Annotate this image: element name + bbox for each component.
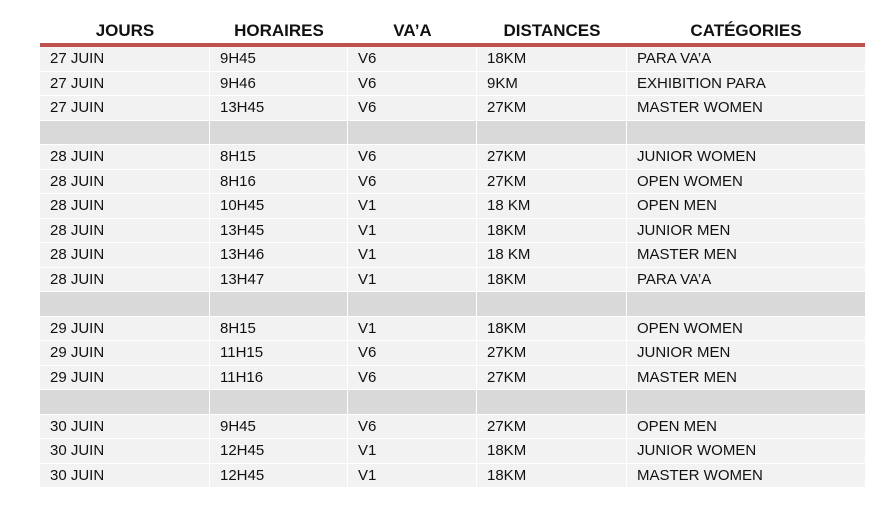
day-cell: [40, 292, 210, 317]
boat-cell: V1: [348, 317, 477, 342]
day-cell: 28 JUIN: [40, 268, 210, 293]
table-row: [40, 464, 865, 489]
category-cell: PARA VA’A: [627, 268, 865, 293]
day-cell: 29 JUIN: [40, 317, 210, 342]
table-row: [40, 268, 865, 293]
boat-cell: [348, 292, 477, 317]
time-cell: 10H45: [210, 194, 348, 219]
boat-cell: V1: [348, 464, 477, 489]
boat-cell: V1: [348, 219, 477, 244]
category-cell: JUNIOR WOMEN: [627, 145, 865, 170]
day-cell: 30 JUIN: [40, 439, 210, 464]
table-row: [40, 366, 865, 391]
category-cell: PARA VA’A: [627, 47, 865, 72]
category-cell: JUNIOR MEN: [627, 219, 865, 244]
distance-cell: 27KM: [477, 96, 627, 121]
distance-cell: 18 KM: [477, 194, 627, 219]
distance-cell: 18KM: [477, 317, 627, 342]
day-cell: [40, 390, 210, 415]
schedule-body: [40, 47, 865, 488]
distance-cell: 18 KM: [477, 243, 627, 268]
day-cell: 27 JUIN: [40, 72, 210, 97]
category-cell: OPEN MEN: [627, 194, 865, 219]
table-row: [40, 72, 865, 97]
separator-row: [40, 121, 865, 146]
schedule-table: [40, 18, 865, 488]
distance-cell: [477, 121, 627, 146]
time-cell: 9H45: [210, 415, 348, 440]
table-row: [40, 243, 865, 268]
boat-cell: V6: [348, 47, 477, 72]
time-cell: 12H45: [210, 439, 348, 464]
distance-cell: 18KM: [477, 268, 627, 293]
distance-cell: 18KM: [477, 464, 627, 489]
boat-cell: V6: [348, 145, 477, 170]
time-cell: [210, 292, 348, 317]
table-row: [40, 317, 865, 342]
distance-cell: 27KM: [477, 366, 627, 391]
boat-cell: V6: [348, 96, 477, 121]
category-cell: JUNIOR MEN: [627, 341, 865, 366]
category-cell: [627, 390, 865, 415]
day-cell: 28 JUIN: [40, 243, 210, 268]
time-cell: 13H47: [210, 268, 348, 293]
category-cell: OPEN MEN: [627, 415, 865, 440]
boat-cell: V1: [348, 194, 477, 219]
distance-cell: 18KM: [477, 47, 627, 72]
day-cell: 30 JUIN: [40, 464, 210, 489]
day-cell: 28 JUIN: [40, 170, 210, 195]
day-cell: 28 JUIN: [40, 194, 210, 219]
category-cell: OPEN WOMEN: [627, 317, 865, 342]
category-cell: [627, 121, 865, 146]
day-cell: 27 JUIN: [40, 47, 210, 72]
distance-cell: [477, 390, 627, 415]
day-cell: 27 JUIN: [40, 96, 210, 121]
boat-cell: V1: [348, 268, 477, 293]
category-cell: MASTER MEN: [627, 366, 865, 391]
time-cell: 8H15: [210, 317, 348, 342]
time-cell: 12H45: [210, 464, 348, 489]
distance-cell: 27KM: [477, 145, 627, 170]
distance-cell: 18KM: [477, 439, 627, 464]
time-cell: 8H15: [210, 145, 348, 170]
table-row: [40, 96, 865, 121]
day-cell: 28 JUIN: [40, 219, 210, 244]
table-row: [40, 219, 865, 244]
distance-cell: 27KM: [477, 341, 627, 366]
boat-cell: V1: [348, 439, 477, 464]
time-cell: [210, 390, 348, 415]
category-cell: MASTER WOMEN: [627, 464, 865, 489]
day-cell: 28 JUIN: [40, 145, 210, 170]
distance-cell: [477, 292, 627, 317]
table-row: [40, 341, 865, 366]
time-cell: 11H16: [210, 366, 348, 391]
table-row: [40, 47, 865, 72]
category-cell: EXHIBITION PARA: [627, 72, 865, 97]
distance-cell: 18KM: [477, 219, 627, 244]
category-cell: OPEN WOMEN: [627, 170, 865, 195]
day-cell: 29 JUIN: [40, 341, 210, 366]
distance-cell: 9KM: [477, 72, 627, 97]
distance-cell: 27KM: [477, 415, 627, 440]
distance-cell: 27KM: [477, 170, 627, 195]
day-cell: 29 JUIN: [40, 366, 210, 391]
table-row: [40, 145, 865, 170]
time-cell: 8H16: [210, 170, 348, 195]
category-cell: MASTER MEN: [627, 243, 865, 268]
table-row: [40, 194, 865, 219]
boat-cell: V6: [348, 415, 477, 440]
boat-cell: [348, 121, 477, 146]
boat-cell: V6: [348, 366, 477, 391]
header-jours: JOURS: [40, 18, 210, 47]
time-cell: 9H46: [210, 72, 348, 97]
time-cell: 9H45: [210, 47, 348, 72]
separator-row: [40, 292, 865, 317]
day-cell: 30 JUIN: [40, 415, 210, 440]
header-row: [40, 18, 865, 47]
header-horaires: HORAIRES: [210, 18, 348, 47]
day-cell: [40, 121, 210, 146]
time-cell: [210, 121, 348, 146]
boat-cell: V1: [348, 243, 477, 268]
category-cell: JUNIOR WOMEN: [627, 439, 865, 464]
time-cell: 13H46: [210, 243, 348, 268]
table-row: [40, 415, 865, 440]
table-row: [40, 170, 865, 195]
table-row: [40, 439, 865, 464]
category-cell: [627, 292, 865, 317]
boat-cell: V6: [348, 170, 477, 195]
boat-cell: V6: [348, 72, 477, 97]
boat-cell: [348, 390, 477, 415]
header-categories: CATÉGORIES: [627, 18, 865, 47]
boat-cell: V6: [348, 341, 477, 366]
time-cell: 11H15: [210, 341, 348, 366]
category-cell: MASTER WOMEN: [627, 96, 865, 121]
time-cell: 13H45: [210, 96, 348, 121]
separator-row: [40, 390, 865, 415]
header-vaa: VA’A: [348, 18, 477, 47]
time-cell: 13H45: [210, 219, 348, 244]
header-distances: DISTANCES: [477, 18, 627, 47]
